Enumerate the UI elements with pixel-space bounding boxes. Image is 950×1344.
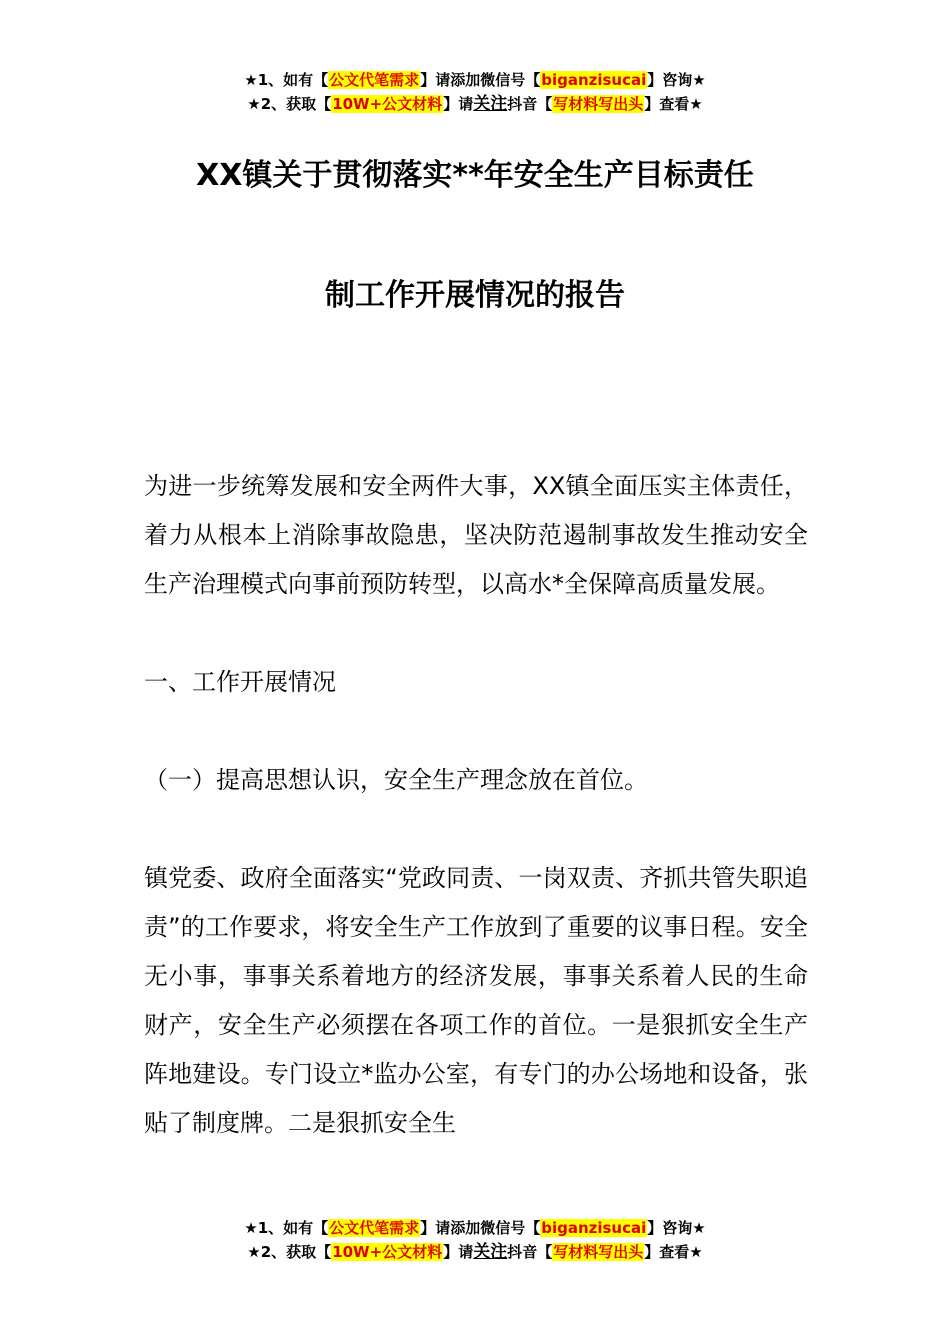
promo-text: 】请添加微信号【: [420, 71, 541, 89]
promo-wechat-id: biganzisucai: [541, 1219, 647, 1237]
promo-douyin-id: 写材料写出头: [553, 95, 644, 113]
promo-text: ★1、如有【: [244, 71, 329, 89]
promo-text: 】请: [443, 1243, 474, 1261]
section-heading: 一、工作开展情况: [144, 668, 336, 696]
promo-text: ★1、如有【: [244, 1219, 329, 1237]
promo-text: ★2、获取【: [247, 1243, 332, 1261]
promo-line-2: [0, 92, 950, 116]
promo-text: 】查看★: [644, 1243, 703, 1261]
promo-text: 】咨询★: [647, 1219, 706, 1237]
promo-text: 】请: [443, 95, 474, 113]
promo-wechat-id: biganzisucai: [541, 71, 647, 89]
promo-highlight: 10W+公文材料: [332, 1243, 443, 1261]
intro-paragraph: 为进一步统筹发展和安全两件大事，XX镇全面压实主体责任，着力从根本上消除事故隐患，坚决防范遏制事故发生推动安全生产治理模式向事前预防转型，以高水*全保障高质量发展。: [144, 472, 808, 598]
subsection-heading: （一）提高思想认识，安全生产理念放在首位。: [144, 766, 648, 794]
promo-text: 抖音【: [507, 1243, 553, 1261]
promo-line-2: [0, 1240, 950, 1264]
promo-line-1: [0, 1216, 950, 1240]
doc-title-line-1: XX镇关于贯彻落实**年安全生产目标责任: [196, 158, 754, 193]
promo-line-1: [0, 68, 950, 92]
promo-text: 抖音【: [507, 95, 553, 113]
promo-underlined: 关注: [473, 94, 508, 114]
promo-text: 】咨询★: [647, 71, 706, 89]
promo-underlined: 关注: [473, 1242, 508, 1262]
promo-text: 】请添加微信号【: [420, 1219, 541, 1237]
promo-text: ★2、获取【: [247, 95, 332, 113]
body-paragraph: 镇党委、政府全面落实“党政同责、一岗双责、齐抓共管失职追责”的工作要求，将安全生产工作放到了重要的议事日程。安全无小事，事事关系着地方的经济发展，事事关系着人民的生命财产，安全生产必须摆在各项工作的首位。一是狠抓安全生产阵地建设。专门设立*监办公室，有专门的办公场地和设备，张贴了制度牌。二是狠抓安全生: [144, 864, 808, 1137]
promo-douyin-id: 写材料写出头: [553, 1243, 644, 1261]
promo-highlight: 公文代笔需求: [329, 71, 420, 89]
promo-text: 】查看★: [644, 95, 703, 113]
doc-body: [144, 462, 808, 1148]
promo-highlight: 公文代笔需求: [329, 1219, 420, 1237]
promo-highlight: 10W+公文材料: [332, 95, 443, 113]
promo-banner-top: [0, 68, 950, 116]
doc-title-line-2: 制工作开展情况的报告: [325, 278, 625, 313]
promo-banner-bottom: [0, 1216, 950, 1264]
